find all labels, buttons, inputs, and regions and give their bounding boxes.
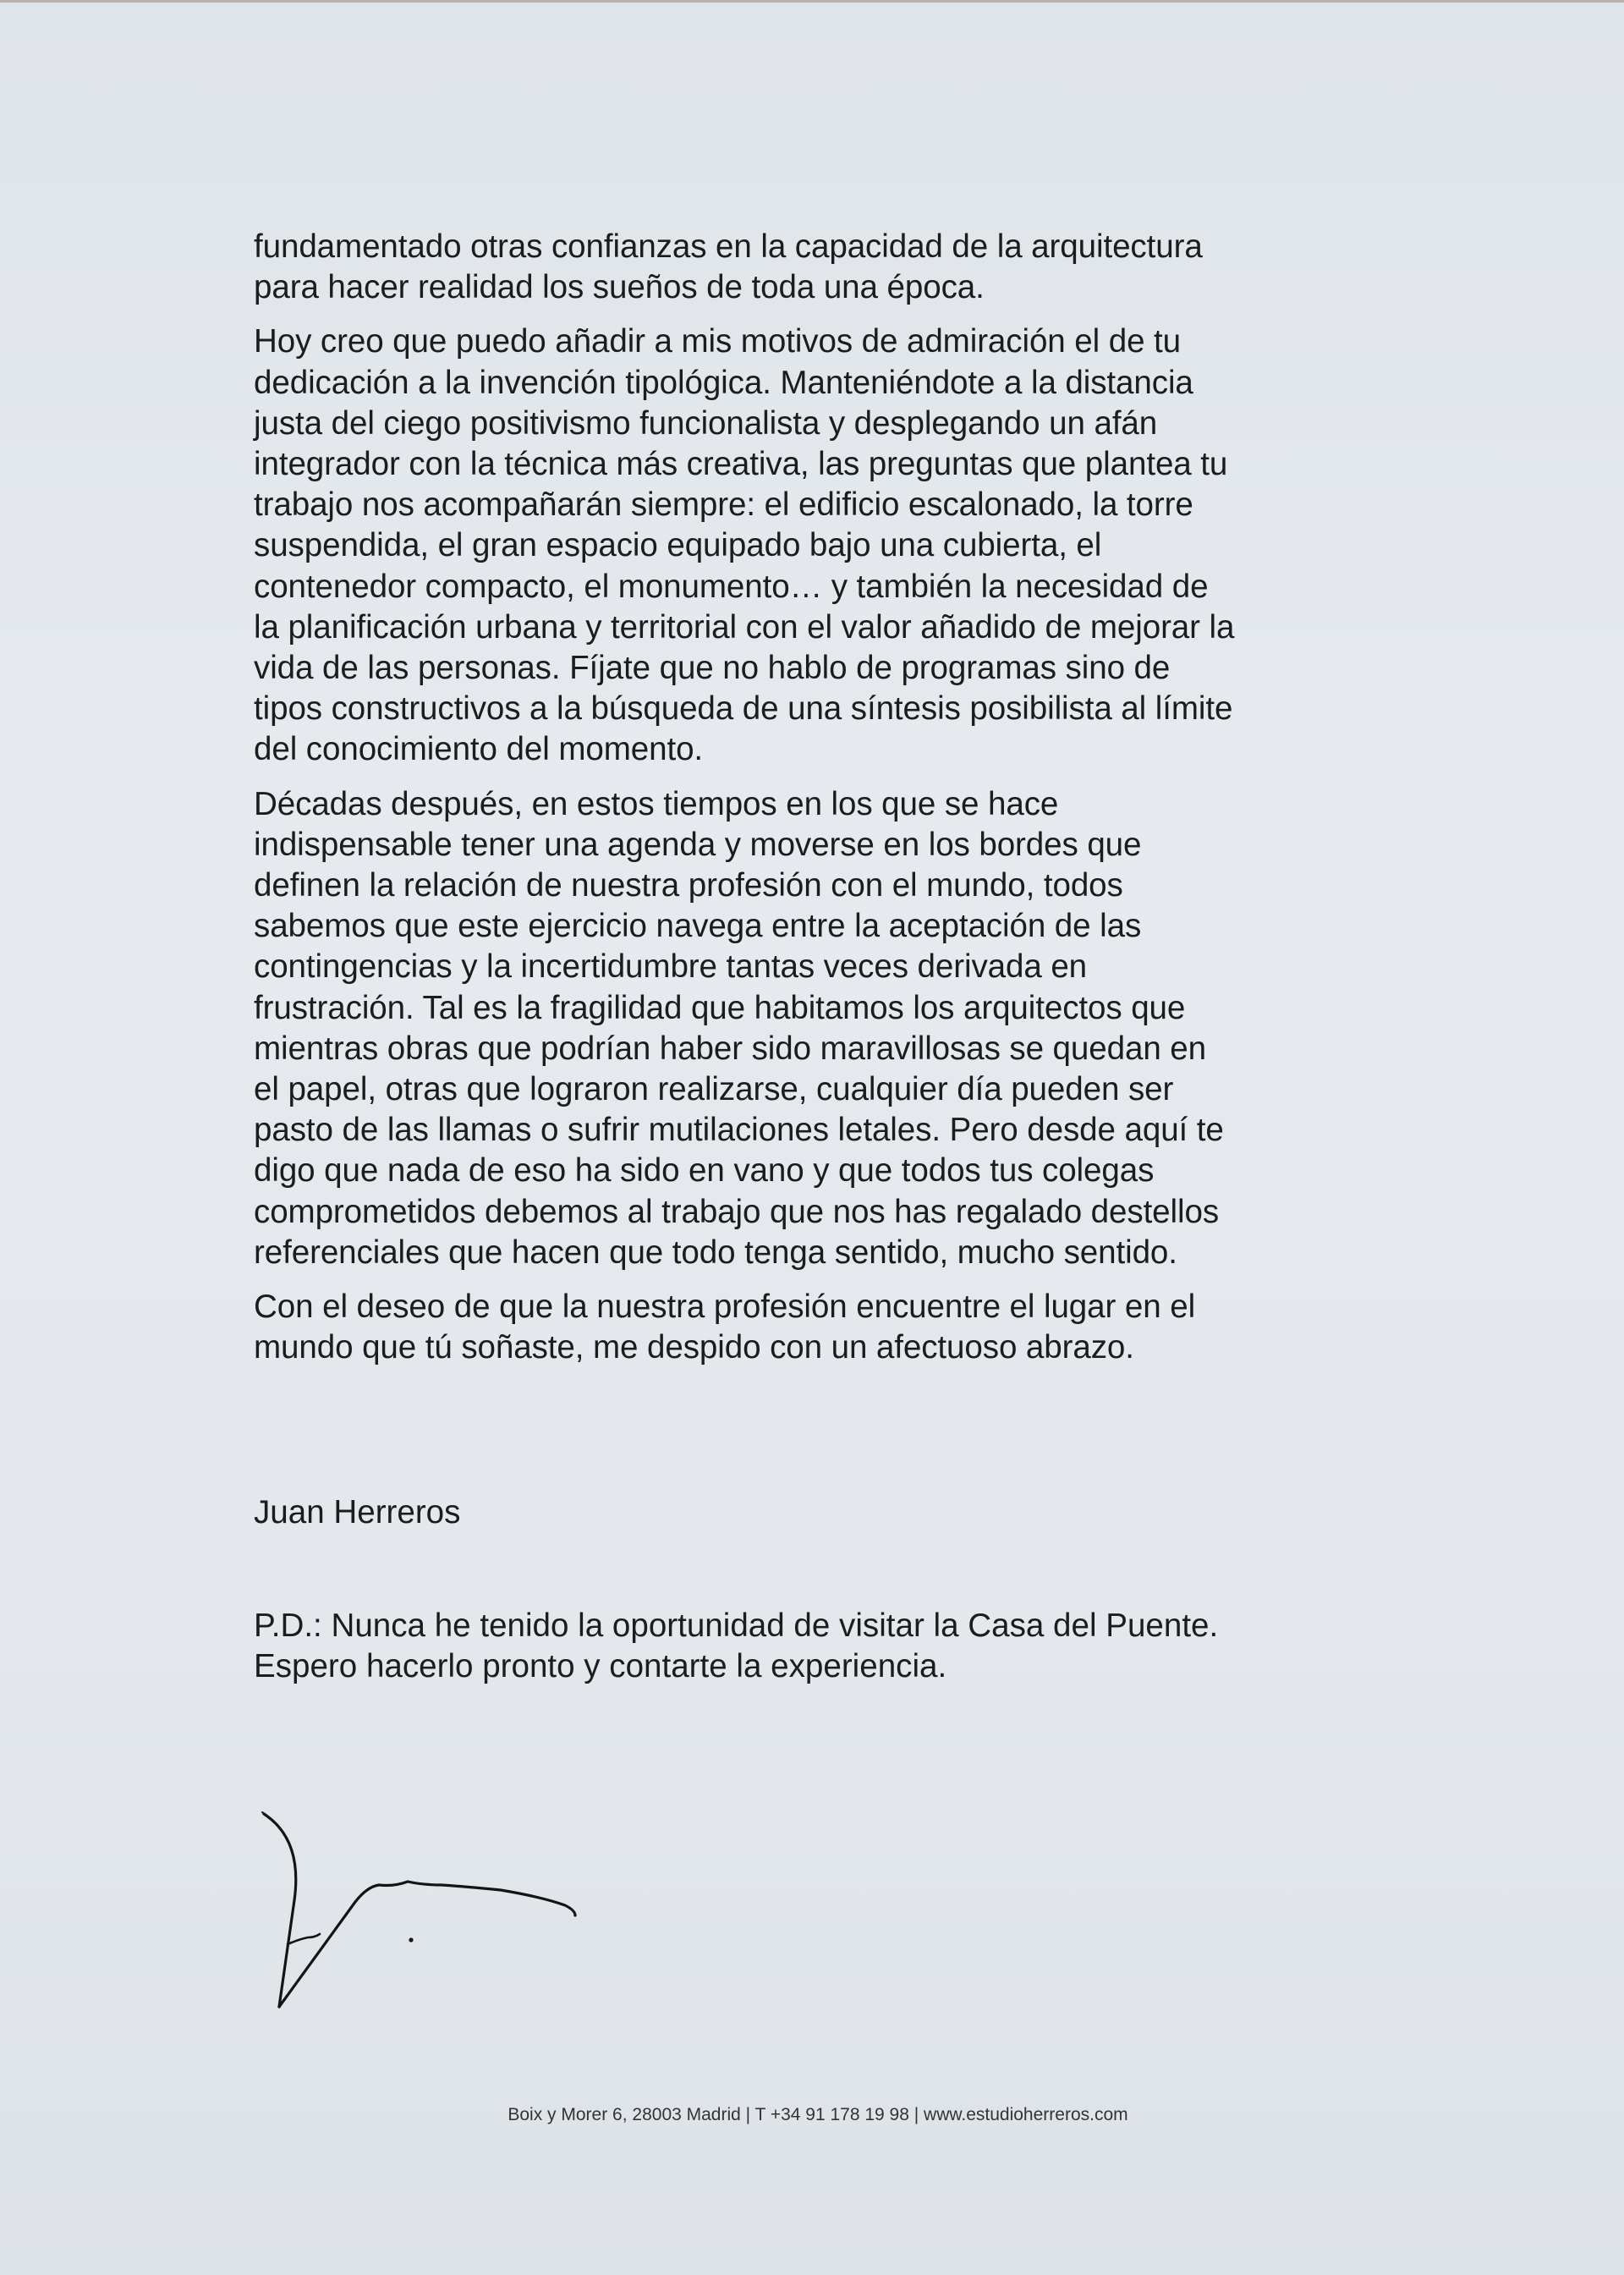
paragraph-1 xyxy=(254,227,1336,308)
postscript xyxy=(254,1606,1218,1687)
page-top-edge xyxy=(0,0,1624,3)
text-line: del conocimiento del momento. xyxy=(254,731,704,768)
text-line: fundamentado otras confianzas en la capacidad de la arquitectura xyxy=(254,228,1203,265)
text-line: justa del ciego positivismo funcionalista y desplegando un afán xyxy=(254,404,1158,442)
text-line: P.D.: Nunca he tenido la oportunidad de visitar la Casa del Puente. xyxy=(254,1607,1219,1644)
paragraph-2 xyxy=(254,321,1336,770)
text-line: mientras obras que podrían haber sido maravillosas se quedan en xyxy=(254,1030,1207,1067)
signature-icon xyxy=(254,1802,677,2022)
text-line: vida de las personas. Fíjate que no hablo de programas sino de xyxy=(254,650,1171,687)
text-line: tipos constructivos a la búsqueda de una síntesis posibilista al límite xyxy=(254,690,1233,728)
text-line: definen la relación de nuestra profesión con el mundo, todos xyxy=(254,867,1123,904)
text-line: pasto de las llamas o sufrir mutilaciones letales. Pero desde aquí te xyxy=(254,1112,1224,1149)
text-line: sabemos que este ejercicio navega entre la aceptación de las xyxy=(254,908,1142,945)
signoff-name: Juan Herreros xyxy=(254,1494,461,1530)
letterhead-footer: Boix y Morer 6, 28003 Madrid | T +34 91 178 19 98 | www.estudioherreros.com xyxy=(508,2105,1128,2124)
text-line: Con el deseo de que la nuestra profesión encuentre el lugar en el xyxy=(254,1289,1196,1326)
letter-body xyxy=(254,227,1336,1382)
text-line: indispensable tener una agenda y moverse en los bordes que xyxy=(254,826,1142,863)
text-line: integrador con la técnica más creativa, las preguntas que plantea tu xyxy=(254,446,1228,483)
text-line: Espero hacerlo pronto y contarte la experiencia. xyxy=(254,1648,947,1685)
text-line: contenedor compacto, el monumento… y también la necesidad de xyxy=(254,568,1209,605)
text-line: para hacer realidad los sueños de toda una época. xyxy=(254,269,985,306)
paragraph-3 xyxy=(254,784,1336,1273)
text-line: suspendida, el gran espacio equipado bajo una cubierta, el xyxy=(254,527,1102,564)
paragraph-4 xyxy=(254,1287,1336,1368)
text-line: Décadas después, en estos tiempos en los que se hace xyxy=(254,785,1059,822)
text-line: trabajo nos acompañarán siempre: el edificio escalonado, la torre xyxy=(254,486,1193,524)
text-line: Hoy creo que puedo añadir a mis motivos de admiración el de tu xyxy=(254,323,1182,360)
text-line: comprometidos debemos al trabajo que nos has regalado destellos xyxy=(254,1193,1220,1230)
text-line: la planificación urbana y territorial con el valor añadido de mejorar la xyxy=(254,608,1235,646)
text-line: el papel, otras que lograron realizarse, cualquier día pueden ser xyxy=(254,1071,1174,1108)
text-line: referenciales que hacen que todo tenga sentido, mucho sentido. xyxy=(254,1234,1177,1271)
text-line: mundo que tú soñaste, me despido con un afectuoso abrazo. xyxy=(254,1329,1134,1366)
text-line: contingencias y la incertidumbre tantas veces derivada en xyxy=(254,948,1088,986)
text-line: dedicación a la invención tipológica. Manteniéndote a la distancia xyxy=(254,364,1193,401)
text-line: digo que nada de eso ha sido en vano y que todos tus colegas xyxy=(254,1152,1155,1190)
text-line: frustración. Tal es la fragilidad que habitamos los arquitectos que xyxy=(254,989,1186,1026)
